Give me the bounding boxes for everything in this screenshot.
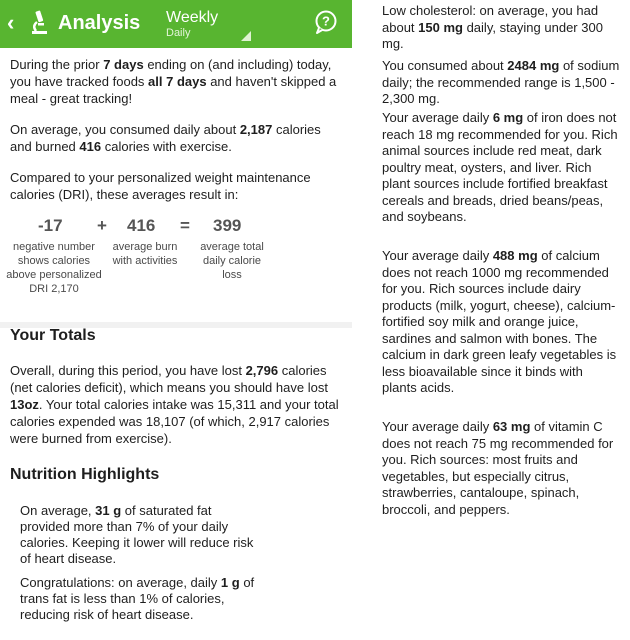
dri-difference-caption: negative number shows calories above personalized DRI 2,170 bbox=[6, 241, 102, 295]
equals-sign: = bbox=[180, 216, 190, 235]
totals-heading: Your Totals bbox=[10, 327, 96, 344]
page-title: Analysis bbox=[58, 12, 141, 34]
svg-text:?: ? bbox=[322, 13, 330, 29]
question-bubble-icon[interactable] bbox=[314, 10, 338, 34]
period-label: Weekly bbox=[166, 9, 219, 26]
exercise-burn-caption: average burn with activities bbox=[112, 241, 178, 267]
calcium-note: Your average daily 488 mg of calcium does not reach 1000 mg recommended for you. Rich sources include dairy products (milk, yogurt, cheese), calcium-fortified soy milk and orange juice, sardines and salmon with bones. The calcium in dark green leafy vegetables is less bioavailable since it binds with plants acids. bbox=[382, 248, 617, 395]
calorie-loss-value: 399 bbox=[213, 216, 242, 235]
iron-note: Your average daily 6 mg of iron does not reach 18 mg recommended for you. Rich animal sources include red meat, dark poultry meat, oysters, and liver. Rich plant sources include fortified breakfast cereals and breads, dried beans/peas, and soybeans. bbox=[382, 110, 618, 224]
saturated-fat-note: On average, 31 g of saturated fat provided more than 7% of your daily calories. Keeping it lower will reduce risk of heart disease. bbox=[20, 503, 254, 566]
dri-difference-value: -17 bbox=[38, 216, 63, 235]
microscope-icon bbox=[28, 9, 50, 37]
frequency-label: Daily bbox=[166, 27, 191, 39]
cholesterol-note: Low cholesterol: on average, you had about 150 mg daily, staying under 300 mg. bbox=[382, 3, 603, 51]
tracking-summary: During the prior 7 days ending on (and including) today, you have tracked foods all 7 days and haven't skipped a meal - great tracking! bbox=[10, 57, 337, 106]
totals-text: Overall, during this period, you have lost 2,796 calories (net calories deficit), which means you should have lost 13oz. Your total calories intake was 15,311 and your total calories expended was 18,107 (of which, 2,917 calories were burned from exercise). bbox=[10, 363, 339, 446]
nutrition-highlights-heading: Nutrition Highlights bbox=[10, 466, 160, 483]
chevron-left-icon[interactable]: ‹ bbox=[7, 10, 15, 35]
exercise-burn-value: 416 bbox=[127, 216, 156, 235]
plus-sign: + bbox=[97, 216, 107, 235]
dropdown-corner-icon bbox=[241, 31, 251, 41]
dri-comparison-text: Compared to your personalized weight maintenance calories (DRI), these averages result in: bbox=[10, 170, 311, 202]
trans-fat-note: Congratulations: on average, daily 1 g of trans fat is less than 1% of calories, reducing risk of heart disease. bbox=[20, 575, 255, 622]
vitamin-c-note: Your average daily 63 mg of vitamin C does not reach 75 mg recommended for you. Rich sources: most fruits and vegetables, but especially citrus, strawberries, cantaloupe, spinach, broccoli, and peppers. bbox=[382, 419, 614, 517]
calorie-loss-caption: average total daily calorie loss bbox=[200, 241, 264, 281]
daily-average-text: On average, you consumed daily about 2,187 calories and burned 416 calories with exercise. bbox=[10, 122, 321, 154]
sodium-note: You consumed about 2484 mg of sodium daily; the recommended range is 1,500 - 2,300 mg. bbox=[382, 58, 620, 106]
app-header bbox=[0, 0, 352, 48]
period-dropdown[interactable] bbox=[166, 9, 218, 40]
